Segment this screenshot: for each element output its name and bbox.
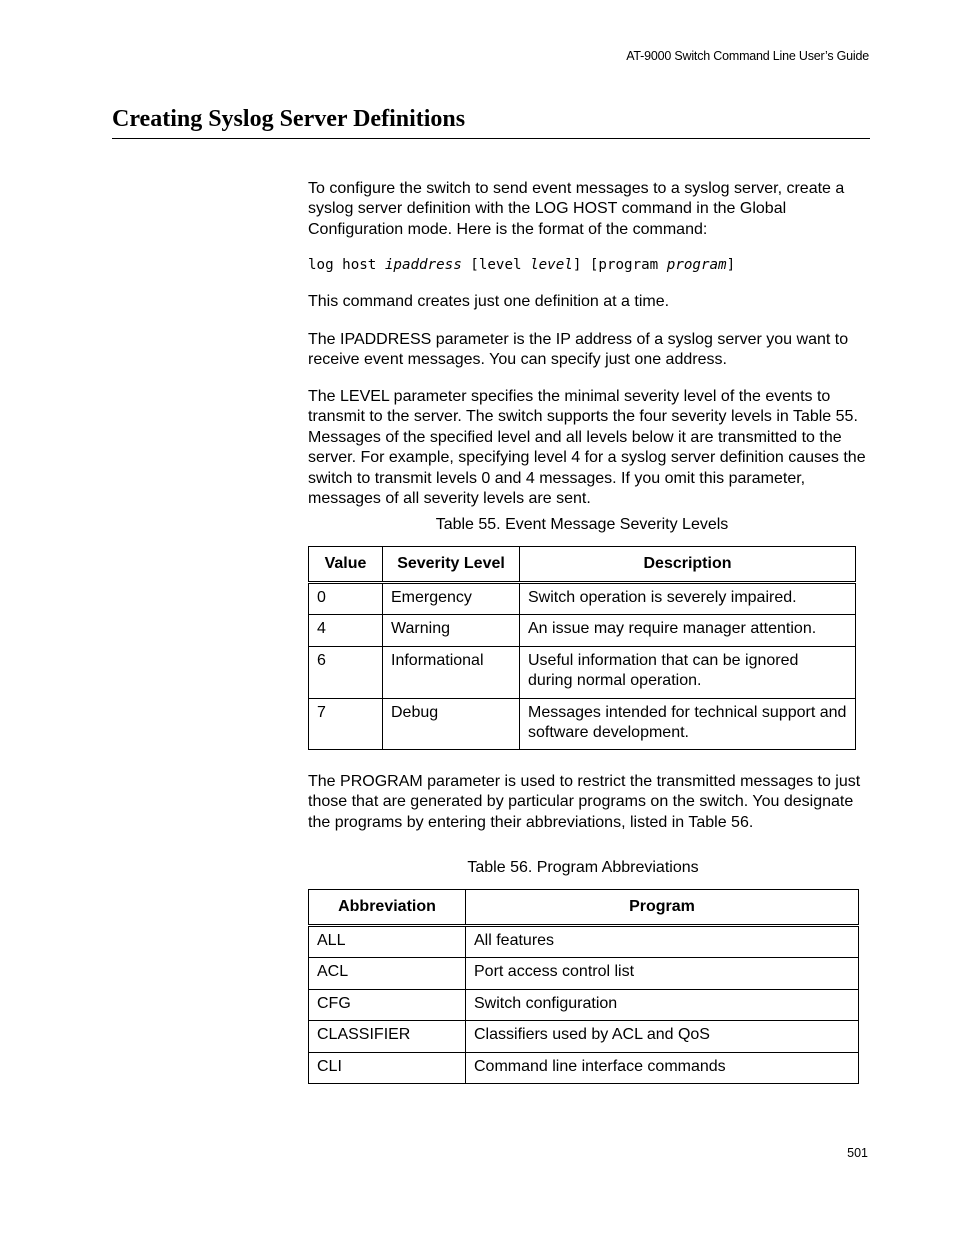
severity-level: Warning (383, 615, 520, 646)
table-row (309, 989, 859, 1020)
program-name: Classifiers used by ACL and QoS (466, 1021, 859, 1052)
command-arg-program: program (666, 257, 727, 273)
abbreviation: ACL (309, 958, 466, 989)
severity-levels-table (308, 546, 856, 750)
severity-description: An issue may require manager attention. (520, 615, 856, 646)
severity-value: 7 (309, 698, 383, 750)
command-arg-level: level (530, 257, 573, 273)
command-syntax (308, 255, 870, 275)
abbreviation: CLI (309, 1052, 466, 1083)
section-title: Creating Syslog Server Definitions (112, 106, 870, 139)
table-row (309, 615, 856, 646)
severity-description: Messages intended for technical support and software development. (520, 698, 856, 750)
program-name: Switch configuration (466, 989, 859, 1020)
table-row (309, 646, 856, 698)
column-header: Abbreviation (309, 890, 466, 926)
column-header: Severity Level (383, 547, 520, 583)
table-row (309, 958, 859, 989)
severity-value: 0 (309, 583, 383, 615)
table-header-row (309, 547, 856, 583)
program-abbreviations-table (308, 889, 859, 1084)
table-row (309, 1052, 859, 1083)
table-row (309, 583, 856, 615)
command-literal: [level (461, 257, 531, 273)
program-name: All features (466, 926, 859, 958)
column-header: Description (520, 547, 856, 583)
program-paragraph: The PROGRAM parameter is used to restrict the transmitted messages to just those that are generated by particular programs on the switch. You designate the programs by entering their abbreviations, listed in Table 56. (308, 773, 861, 831)
severity-level: Informational (383, 646, 520, 698)
command-literal: ] [program (572, 257, 667, 273)
severity-level: Debug (383, 698, 520, 750)
level-paragraph: The LEVEL parameter specifies the minimal severity level of the events to transmit to the server. The switch supports the four severity levels in Table 55. Messages of the specified level and all levels below it are transmitted to the server. For example, specifying level 4 for a syslog server definition causes the switch to transmit levels 0 and 4 messages. If you omit this parameter, messages of all severity levels are sent. (308, 388, 866, 508)
table-row (309, 698, 856, 750)
command-literal: log host (308, 257, 385, 273)
ipaddress-paragraph: The IPADDRESS parameter is the IP address of a syslog server you want to receive event messages. You can specify just one address. (308, 331, 849, 369)
command-arg-ipaddress: ipaddress (384, 257, 462, 273)
table55-caption: Table 55. Event Message Severity Levels (435, 516, 729, 533)
intro-block (308, 179, 870, 240)
severity-value: 6 (309, 646, 383, 698)
table-header-row (309, 890, 859, 926)
abbreviation: CLASSIFIER (309, 1021, 466, 1052)
table-row (309, 926, 859, 958)
one-definition-paragraph: This command creates just one definition at a time. (308, 293, 670, 310)
severity-description: Useful information that can be ignored during normal operation. (520, 646, 856, 698)
abbreviation: ALL (309, 926, 466, 958)
running-header: AT-9000 Switch Command Line User’s Guide (626, 49, 869, 63)
severity-level: Emergency (383, 583, 520, 615)
program-name: Port access control list (466, 958, 859, 989)
column-header: Program (466, 890, 859, 926)
program-name: Command line interface commands (466, 1052, 859, 1083)
severity-value: 4 (309, 615, 383, 646)
intro-paragraph: To configure the switch to send event messages to a syslog server, create a syslog server definition with the LOG HOST command in the Global Configuration mode. Here is the format of the command: (308, 180, 845, 238)
column-header: Value (309, 547, 383, 583)
command-literal: ] (726, 257, 736, 273)
abbreviation: CFG (309, 989, 466, 1020)
page-number: 501 (847, 1146, 868, 1160)
severity-description: Switch operation is severely impaired. (520, 583, 856, 615)
table56-caption: Table 56. Program Abbreviations (467, 859, 699, 876)
table-row (309, 1021, 859, 1052)
